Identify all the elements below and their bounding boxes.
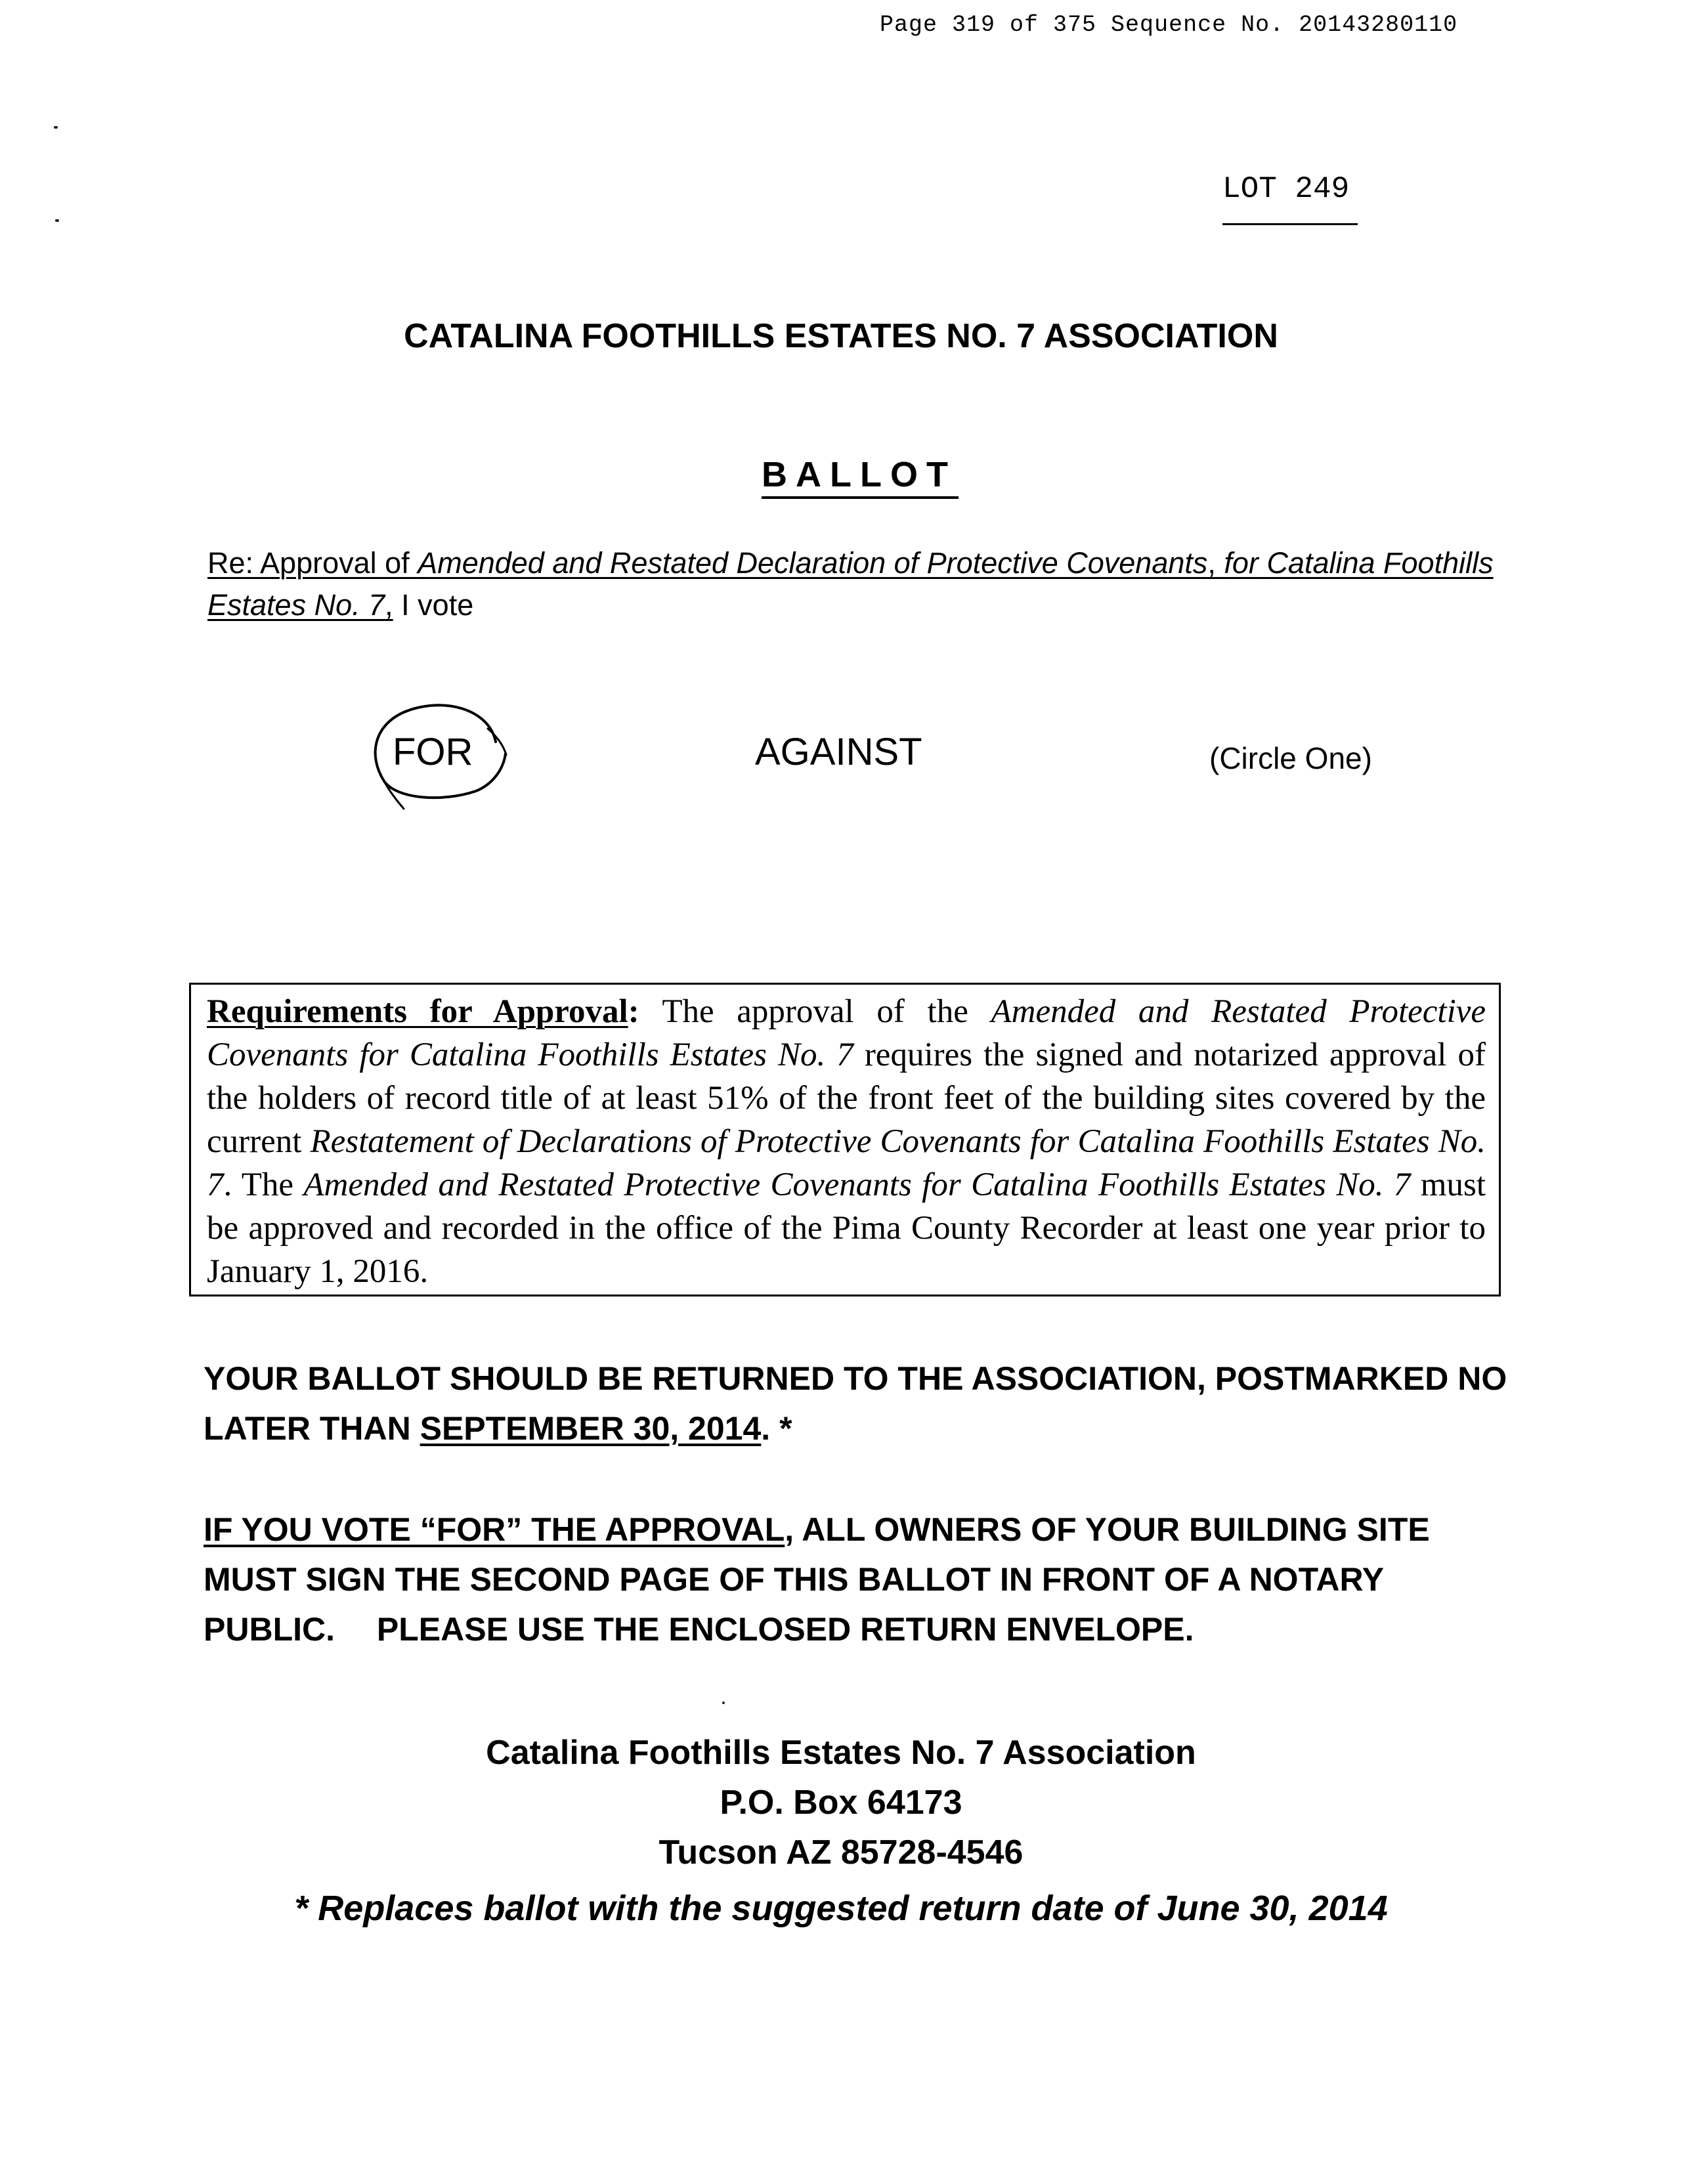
requirements-text-4: must be approved and recorded in the office of the Pima County Recorder at least one year prior to January 1, 2016.	[207, 1167, 1486, 1290]
return-deadline-notice	[204, 1354, 1523, 1453]
requirements-italic-1: Amended and Restated Protective Covenants for Catalina Foothills Estates No. 7	[207, 993, 1486, 1073]
address-city: Tucson AZ 85728-4546	[658, 1833, 1024, 1872]
address-association-name: Catalina Foothills Estates No. 7 Association	[486, 1734, 1196, 1772]
circle-one-instruction: (Circle One)	[1209, 741, 1372, 775]
re-estate-name: Catalina Foothills Estates No. 7	[207, 546, 1494, 622]
deadline-text-2: . *	[761, 1410, 792, 1447]
lot-underline	[1222, 223, 1358, 225]
requirements-text-2: requires the signed and notarized approval of the holders of record title of at least 51% of the front feet of the building sites covered by the current	[207, 1037, 1486, 1160]
lot-number: LOT 249	[1222, 172, 1350, 206]
requirements-italic-3: Amended and Restated Protective Covenants for Catalina Foothills Estates No. 7	[303, 1167, 1411, 1203]
requirements-label: Requirements for Approval	[207, 993, 628, 1030]
replacement-footnote: * Replaces ballot with the suggested return date of June 30, 2014	[294, 1889, 1388, 1928]
re-line	[207, 542, 1507, 626]
re-separator: ,	[1207, 546, 1224, 580]
requirements-italic-2: Restatement of Declarations of Protective Covenants for Catalina Foothills Estates No. 7	[207, 1123, 1486, 1203]
notary-notice-lead: IF YOU VOTE “FOR” THE APPROVAL	[204, 1511, 785, 1548]
address-po-box: P.O. Box 64173	[720, 1784, 962, 1822]
deadline-text-1: YOUR BALLOT SHOULD BE RETURNED TO THE ASSOCIATION, POSTMARKED NO LATER THAN	[204, 1360, 1507, 1447]
scan-speck	[55, 219, 59, 222]
re-space	[1259, 546, 1267, 580]
page-sequence-header: Page 319 of 375 Sequence No. 20143280110	[880, 12, 1458, 38]
ballot-title: BALLOT	[762, 454, 959, 499]
requirements-box	[189, 983, 1501, 1296]
association-title: CATALINA FOOTHILLS ESTATES NO. 7 ASSOCIATION	[404, 317, 1278, 355]
re-tail: I vote	[393, 588, 474, 622]
vote-option-for[interactable]: FOR	[393, 731, 473, 773]
re-document-title: Amended and Restated Declaration of Protective Covenants	[418, 546, 1208, 580]
scan-speck	[722, 1702, 725, 1704]
requirements-text-3: . The	[223, 1167, 304, 1203]
requirements-text-1: The approval of the	[662, 993, 991, 1030]
notary-notice-rest: , ALL OWNERS OF YOUR BUILDING SITE MUST SIGN THE SECOND PAGE OF THIS BALLOT IN FRONT OF A NOTARY PUBLIC. PLEASE USE THE ENCLOSED RETURN ENVELOPE.	[204, 1511, 1430, 1648]
deadline-date: SEPTEMBER 30, 2014	[420, 1410, 762, 1447]
re-prefix: Re: Approval of	[207, 546, 418, 580]
vote-option-against[interactable]: AGAINST	[755, 731, 922, 773]
scan-speck	[54, 126, 58, 129]
re-comma: ,	[385, 588, 393, 622]
re-for-word: for	[1224, 546, 1259, 580]
notary-notice	[204, 1505, 1523, 1654]
requirements-colon: :	[628, 993, 662, 1030]
